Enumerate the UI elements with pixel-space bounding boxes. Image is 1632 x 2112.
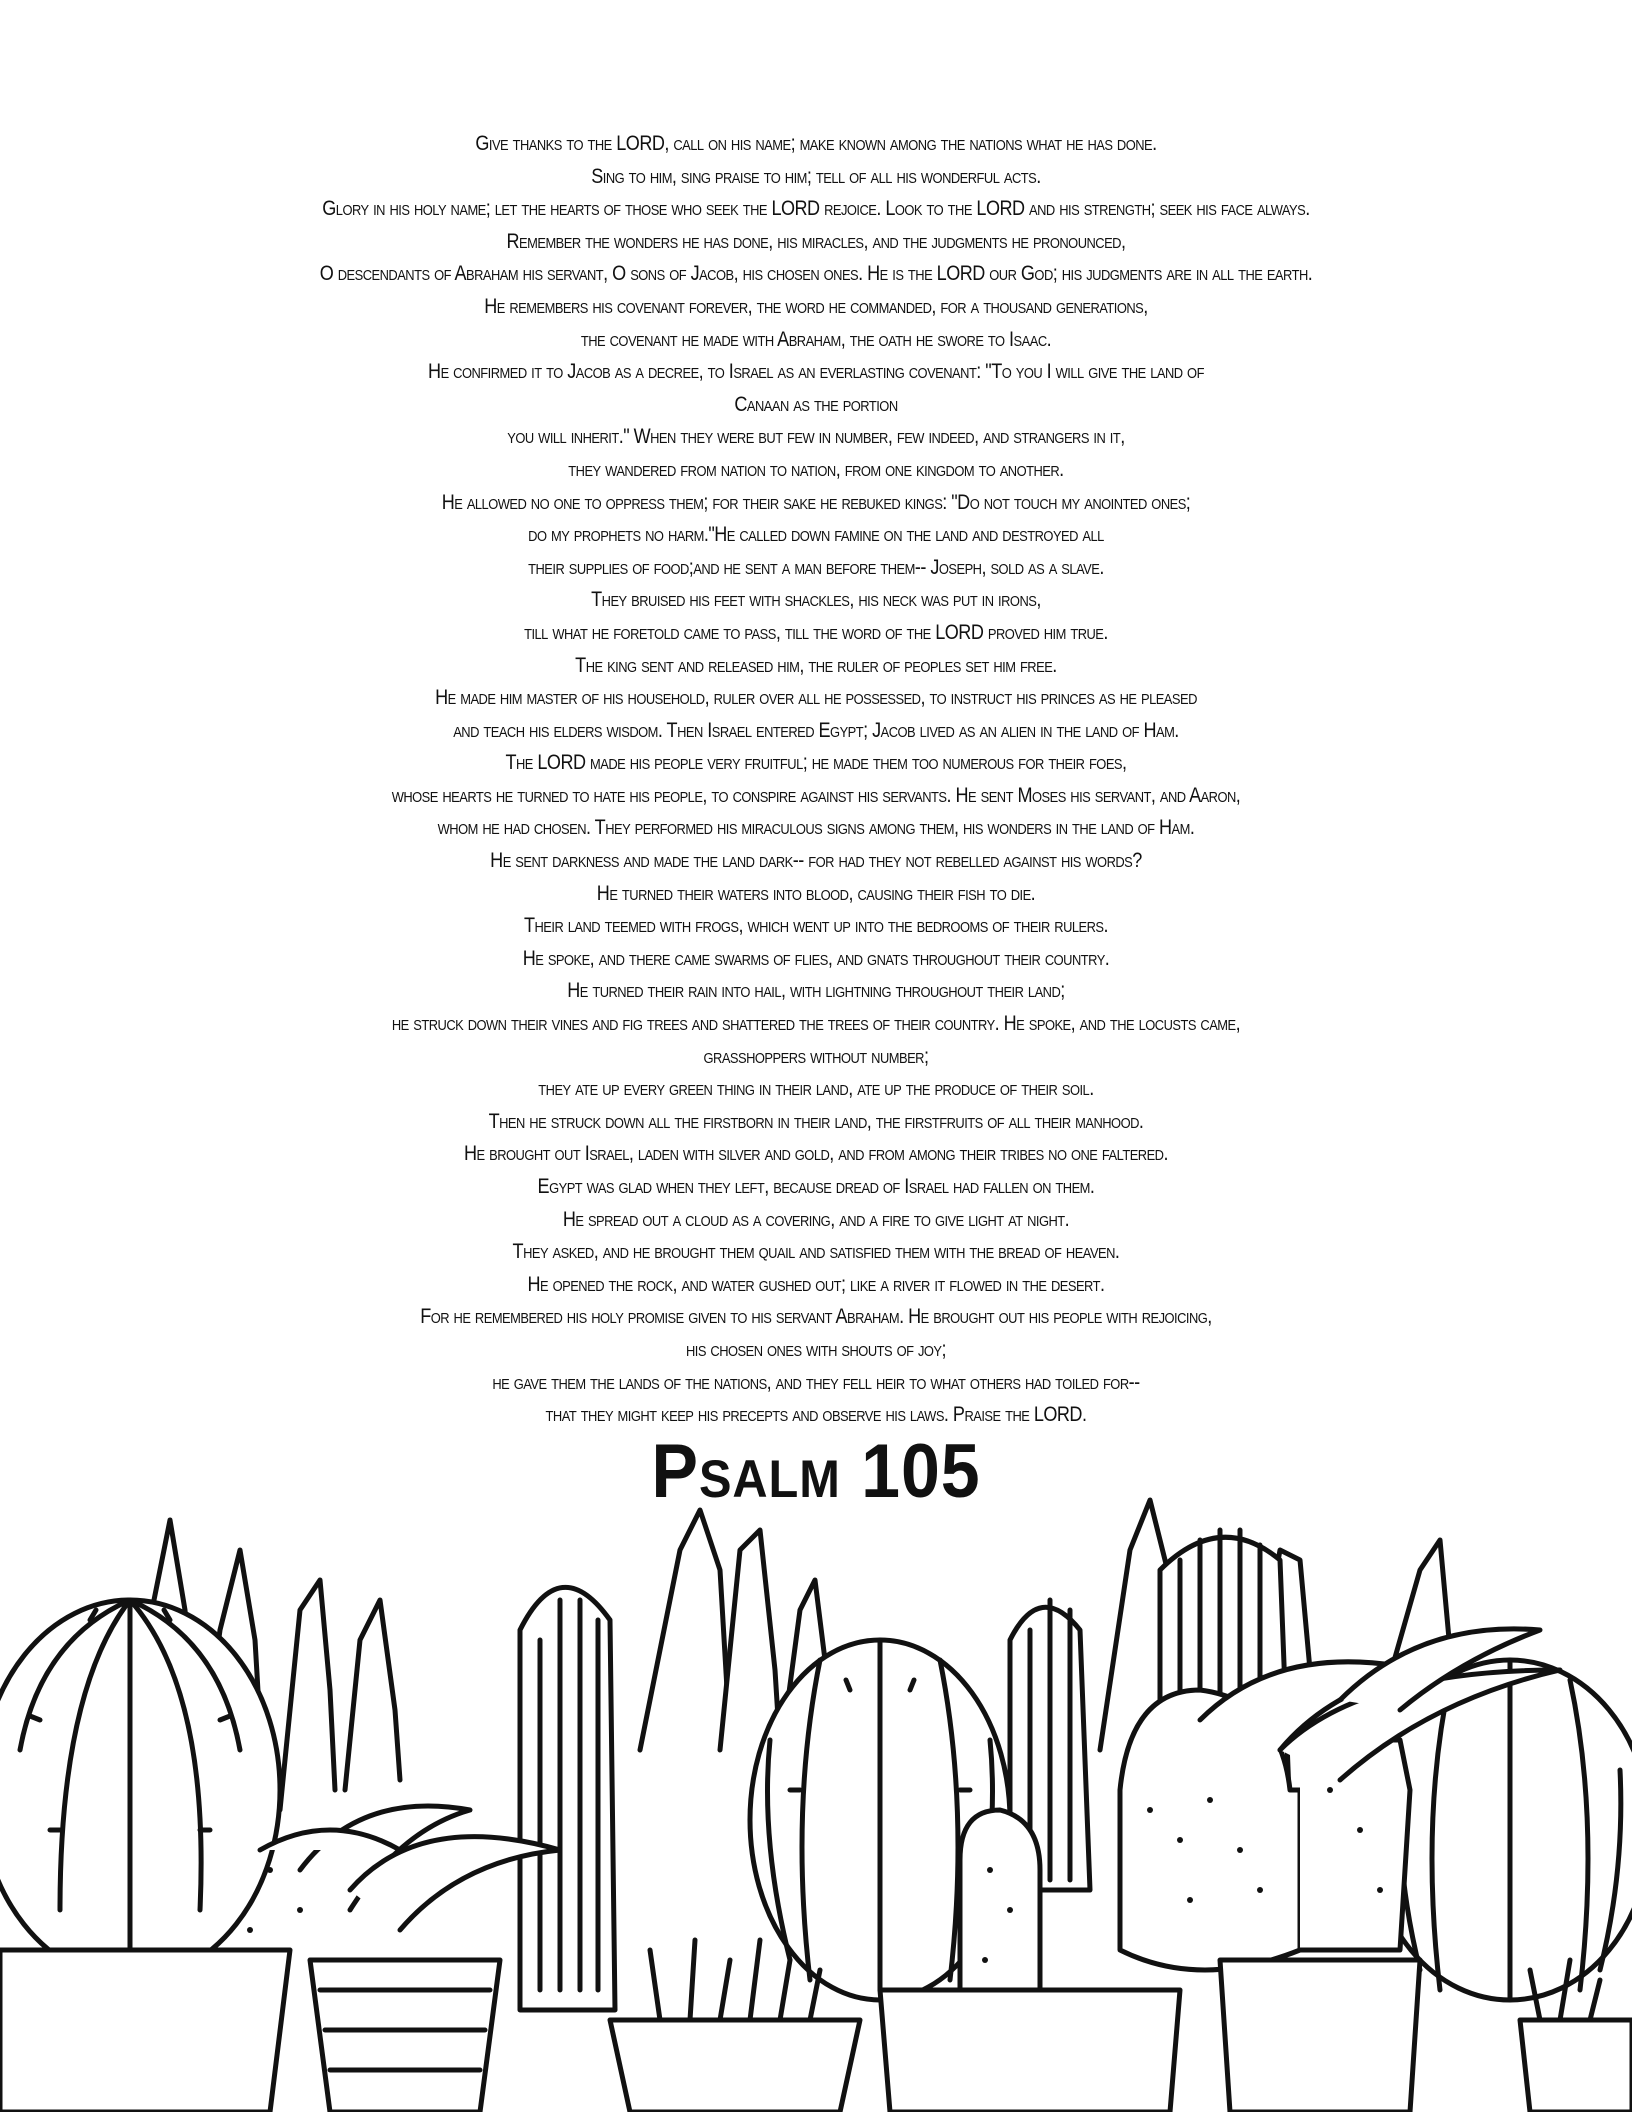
psalm-verse-block — [0, 128, 1632, 1432]
verse-line: Remember the wonders he has done, his miracles, and the judgments he pronounced, — [506, 229, 1126, 253]
verse-line: They bruised his feet with shackles, his neck was put in irons, — [591, 588, 1041, 612]
verse-line: grasshoppers without number; — [703, 1044, 929, 1068]
verse-line: their supplies of food;and he sent a man before them-- Joseph, sold as a slave. — [528, 555, 1104, 579]
verse-line: his chosen ones with shouts of joy; — [685, 1337, 947, 1361]
verse-line: the covenant he made with Abraham, the oath he swore to Isaac. — [580, 327, 1052, 351]
verse-line: till what he foretold came to pass, till the word of the LORD proved him true. — [524, 620, 1108, 644]
verse-line: The king sent and released him, the ruler of peoples set him free. — [575, 653, 1057, 677]
verse-line: do my prophets no harm."He called down famine on the land and destroyed all — [528, 523, 1104, 547]
cactus-illustration — [0, 1490, 1632, 2112]
barrel-cactus-left — [0, 1600, 280, 1980]
verse-line: he gave them the lands of the nations, and they fell heir to what others had toiled for-- — [492, 1370, 1140, 1394]
verse-line: He spread out a cloud as a covering, and a fire to give light at night. — [562, 1207, 1070, 1231]
verse-line: Their land teemed with frogs, which went up into the bedrooms of their rulers. — [523, 914, 1109, 938]
verse-line: whose hearts he turned to hate his people, to conspire against his servants. He sent Moses his servant, and Aaron, — [391, 783, 1241, 807]
verse-line: He brought out Israel, laden with silver and gold, and from among their tribes no one faltered. — [464, 1142, 1168, 1166]
verse-line: Give thanks to the LORD, call on his name; make known among the nations what he has done. — [475, 132, 1157, 155]
verse-line: He turned their waters into blood, causing their fish to die. — [596, 881, 1036, 905]
verse-line: that they might keep his precepts and observe his laws. Praise the LORD. — [545, 1403, 1087, 1427]
verse-line: Canaan as the portion — [734, 392, 898, 416]
verse-line: Sing to him, sing praise to him; tell of all his wonderful acts. — [591, 164, 1041, 188]
verse-line: He allowed no one to oppress them; for their sake he rebuked kings: "Do not touch my anointed ones; — [441, 490, 1191, 514]
verse-line: He remembers his covenant forever, the word he commanded, for a thousand generations, — [484, 294, 1148, 318]
verse-line: Then he struck down all the firstborn in their land, the firstfruits of all their manhood. — [488, 1109, 1144, 1133]
verse-line: Egypt was glad when they left, because dread of Israel had fallen on them. — [537, 1175, 1095, 1198]
verse-line: They asked, and he brought them quail and satisfied them with the bread of heaven. — [512, 1240, 1120, 1264]
page-title: Psalm 105 — [651, 1429, 981, 1514]
verse-line: whom he had chosen. They performed his miraculous signs among them, his wonders in the land of Ham. — [437, 816, 1195, 840]
verse-line: you will inherit." When they were but few in number, few indeed, and strangers in it, — [507, 425, 1125, 449]
verse-line: they ate up every green thing in their land, ate up the produce of their soil. — [538, 1077, 1094, 1101]
verse-line: He turned their rain into hail, with lightning throughout their land; — [567, 979, 1065, 1003]
verse-line: He sent darkness and made the land dark-- for had they not rebelled against his words? — [490, 849, 1142, 873]
verse-line: He opened the rock, and water gushed out; like a river it flowed in the desert. — [527, 1272, 1105, 1296]
verse-line: they wandered from nation to nation, from one kingdom to another. — [568, 457, 1064, 481]
verse-line: He confirmed it to Jacob as a decree, to Israel as an everlasting covenant: "To you I will give the land of — [428, 360, 1204, 384]
verse-line: and teach his elders wisdom. Then Israel entered Egypt; Jacob lived as an alien in the land of Ham. — [453, 718, 1179, 742]
verse-line: For he remembered his holy promise given to his servant Abraham. He brought out his people with rejoicing, — [420, 1305, 1212, 1329]
verse-line: He made him master of his household, ruler over all he possessed, to instruct his princes as he pleased — [435, 686, 1197, 710]
verse-line: he struck down their vines and fig trees and shattered the trees of their country. He spoke, and the locusts came, — [391, 1012, 1241, 1036]
verse-line: He spoke, and there came swarms of flies, and gnats throughout their country. — [522, 946, 1110, 970]
verse-line: Glory in his holy name; let the hearts of those who seek the LORD rejoice. Look to the LORD and his strength; seek his face always. — [322, 197, 1310, 221]
verse-line: O descendants of Abraham his servant, O sons of Jacob, his chosen ones. He is the LORD our God; his judgments are in all the earth. — [319, 262, 1313, 286]
verse-line: The LORD made his people very fruitful; he made them too numerous for their foes, — [505, 751, 1127, 775]
